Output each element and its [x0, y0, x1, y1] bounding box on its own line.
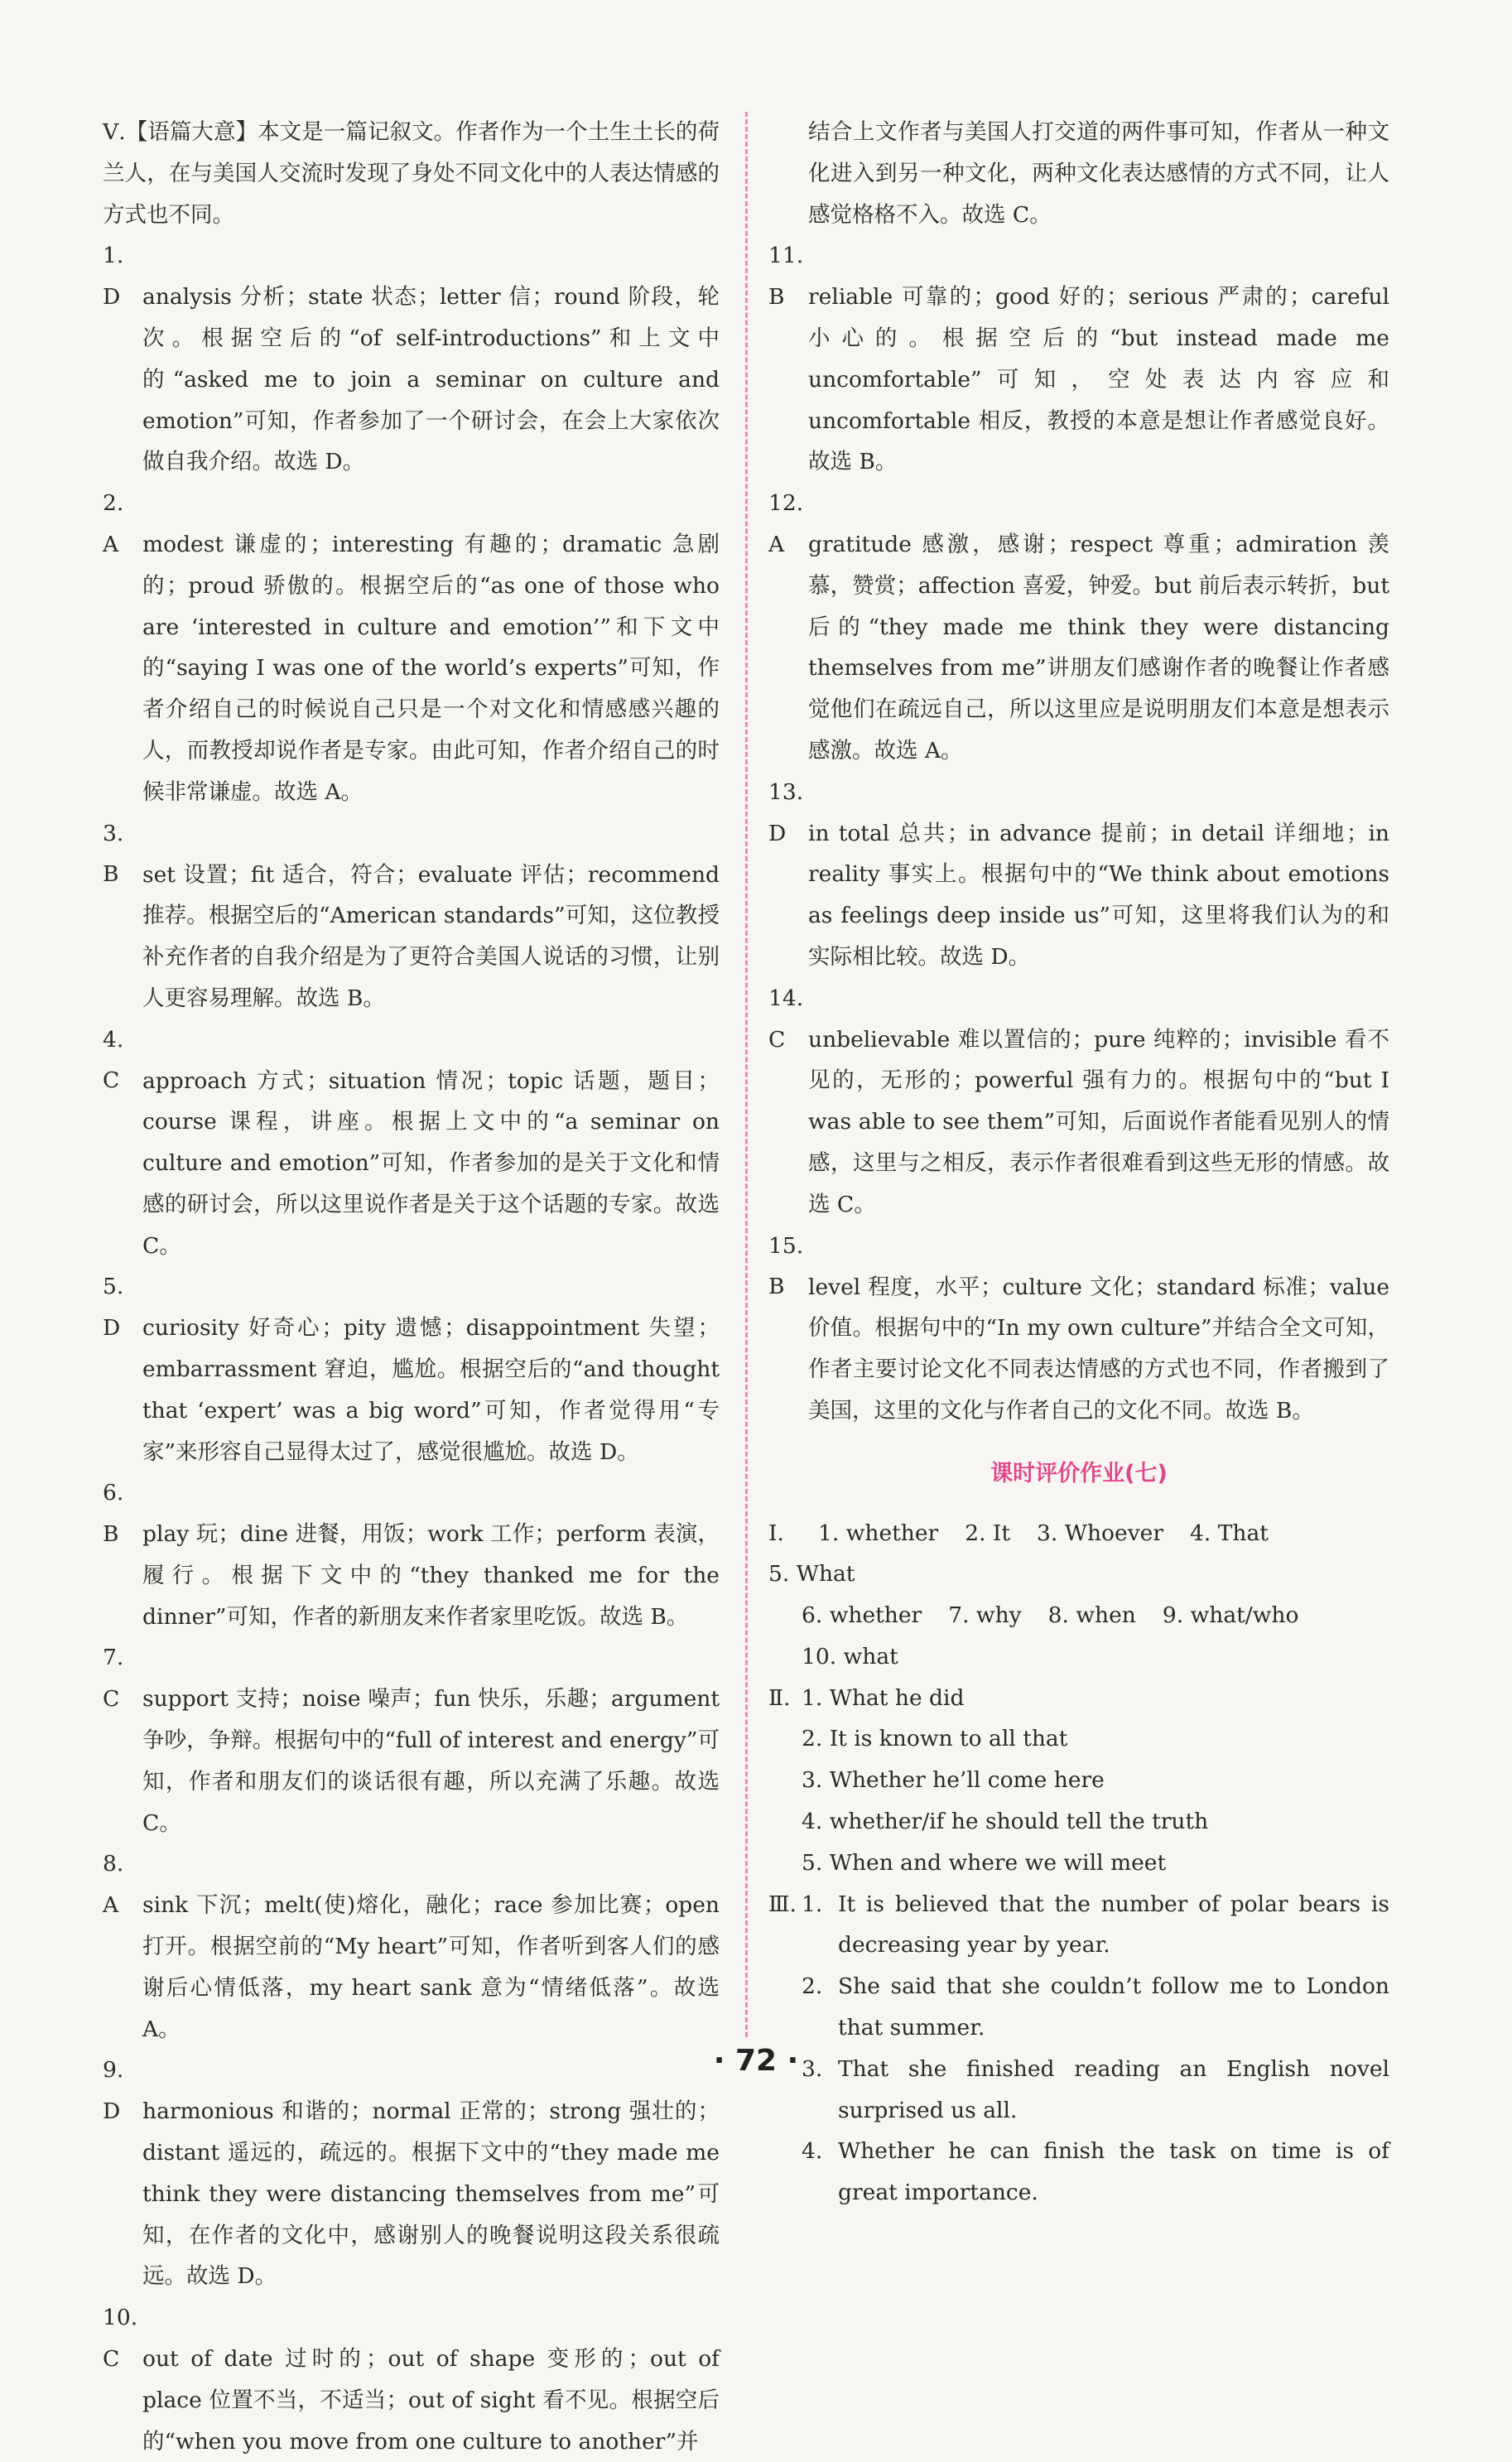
part-1-label: Ⅰ.	[768, 1520, 784, 1546]
part-3-number: 2.	[802, 1973, 823, 2000]
right-answer-list	[768, 235, 1389, 1431]
answer-item	[768, 483, 1389, 772]
answer-number: 6. B	[103, 1480, 124, 1548]
fill-answer: 3. Whoever	[1037, 1520, 1164, 1546]
fill-answer: 5. What	[768, 1561, 855, 1588]
part-2-answer: 2. It is known to all that	[802, 1726, 1068, 1752]
part-1-row-2	[768, 1595, 1389, 1636]
answer-item	[103, 1266, 720, 1472]
answer-explanation: unbelievable 难以置信的；pure 纯粹的；invisible 看不见的，无形的；powerful 强有力的。根据句中的“but I was able to see them”可知，后面说作者能看见别人的情感，这里与之相反，表示作者很难看到这些无形的情感。故选 C。	[808, 1026, 1389, 1217]
answer-item	[103, 2297, 720, 2462]
answer-number: 15. B	[768, 1232, 804, 1300]
answer-number: 4. C	[103, 1026, 124, 1094]
answer-number: 14. C	[768, 985, 804, 1053]
part-2-answer: 4. whether/if he should tell the truth	[802, 1809, 1209, 1835]
page-number: · 72 ·	[713, 2044, 799, 2078]
answer-explanation: play 玩；dine 进餐，用饭；work 工作；perform 表演，履行。根据下文中的“they thanked me for the dinner”可知，作者的新朋友来作者家里吃饭。故选 B。	[142, 1521, 720, 1630]
part-3-item	[768, 1966, 1389, 2049]
fill-answer: 6. whether	[802, 1602, 922, 1629]
part-3-sentence: That she finished reading an English novel surprised us all.	[838, 2055, 1389, 2123]
answer-explanation: out of date 过时的；out of shape 变形的；out of place 位置不当，不适当；out of sight 看不见。根据空后的“when you move from one culture to another”并	[142, 2346, 720, 2455]
answer-explanation: approach 方式；situation 情况；topic 话题，题目；course 课程，讲座。根据上文中的“a seminar on culture and emotion”可知，作者参加的是关于文化和情感的研讨会，所以这里说作者是关于这个话题的专家。故选 C。	[142, 1067, 720, 1259]
part-1-row-3	[768, 1636, 1389, 1678]
fill-answer: 10. what	[802, 1643, 898, 1669]
part-3-item	[768, 1884, 1389, 1967]
fill-answer: 1. whether	[818, 1520, 939, 1546]
answer-number: 1. D	[103, 243, 124, 311]
answer-number: 5. D	[103, 1274, 124, 1342]
answer-number: 3. B	[103, 820, 124, 888]
part-2-label: Ⅱ.	[768, 1684, 791, 1711]
answer-explanation: sink 下沉；melt(使)熔化，融化；race 参加比赛；open 打开。根据空前的“My heart”可知，作者听到客人们的感谢后心情低落，my heart sank 意为“情绪低落”。故选 A。	[142, 1892, 720, 2042]
answer-explanation: reliable 可靠的；good 好的；serious 严肃的；careful 小心的。根据空后的“but instead made me uncomfortable”可知，空处表达内容应和 uncomfortable 相反，教授的本意是想让作者感觉良好。故选 B。	[808, 284, 1389, 475]
part-3-number: 3.	[802, 2055, 823, 2082]
answer-explanation: support 支持；noise 噪声；fun 快乐，乐趣；argument 争吵，争辩。根据句中的“full of interest and energy”可知，作者和朋友们的谈话很有趣，所以充满了乐趣。故选 C。	[142, 1686, 720, 1836]
part-2-line	[768, 1760, 1389, 1801]
answer-item	[768, 235, 1389, 483]
fill-answer: 8. when	[1047, 1602, 1136, 1629]
part-3-sentence: She said that she couldn’t follow me to London that summer.	[838, 1973, 1389, 2041]
answer-number: 8. A	[103, 1851, 124, 1919]
answer-explanation: modest 谦虚的；interesting 有趣的；dramatic 急剧的；proud 骄傲的。根据空后的“as one of those who are ‘interested in culture and emotion’”和下文中的“saying I was one of the world’s experts”可知，作者介绍自己的时候说自己只是一个对文化和情感感兴趣的人，而教授却说作者是专家。由此可知，作者介绍自己的时候非常谦虚。故选 A。	[142, 531, 720, 805]
part-2-line	[768, 1718, 1389, 1760]
fill-answer: 4. That	[1190, 1520, 1269, 1546]
answer-item	[768, 978, 1389, 1226]
column-divider	[745, 112, 748, 2037]
part-2-line	[768, 1678, 1389, 1719]
part-3-item	[768, 2131, 1389, 2214]
answer-number: 10. C	[103, 2305, 138, 2373]
answer-item	[103, 235, 720, 483]
answer-item	[103, 813, 720, 1019]
left-column	[103, 112, 720, 2462]
answer-item	[768, 772, 1389, 978]
answer-item	[768, 1226, 1389, 1432]
left-answer-list	[103, 235, 720, 2462]
continued-explanation: 结合上文作者与美国人打交道的两件事可知，作者从一种文化进入到另一种文化，两种文化表达感情的方式不同，让人感觉格格不入。故选 C。	[808, 119, 1389, 228]
answer-explanation: level 程度，水平；culture 文化；standard 标准；value 价值。根据句中的“In my own culture”并结合全文可知，作者主要讨论文化不同表达情感的方式也不同，作者搬到了美国，这里的文化与作者自己的文化不同。故选 B。	[808, 1274, 1389, 1424]
part-2-line	[768, 1843, 1389, 1884]
part-3-label: Ⅲ.	[768, 1891, 797, 1917]
fill-answer: 2. It	[965, 1520, 1011, 1546]
answer-item	[103, 1843, 720, 2050]
part-3-sentence: It is believed that the number of polar bears is decreasing year by year.	[838, 1891, 1389, 1959]
answer-number: 12. A	[768, 490, 804, 557]
part-2-answer: 3. Whether he’ll come here	[802, 1767, 1105, 1794]
answer-item	[103, 1472, 720, 1637]
part-2-answer: 1. What he did	[802, 1684, 965, 1711]
part-2-section	[768, 1678, 1389, 1884]
part-2-answer: 5. When and where we will meet	[802, 1849, 1167, 1876]
fill-answer: 9. what/who	[1162, 1602, 1299, 1629]
part-3-number: 4.	[802, 2138, 823, 2165]
answer-explanation: curiosity 好奇心；pity 遗憾；disappointment 失望；embarrassment 窘迫，尴尬。根据空后的“and thought that ‘expert’ was a big word”可知，作者觉得用“专家”来形容自己显得太过了，感觉很尴尬。故选 D。	[142, 1315, 720, 1465]
part-3-number: 1.	[802, 1891, 823, 1917]
fill-answer: 7. why	[948, 1602, 1022, 1629]
answer-item	[103, 483, 720, 812]
answer-item	[103, 1637, 720, 1843]
answer-number: 9. D	[103, 2057, 124, 2125]
part-2-line	[768, 1801, 1389, 1843]
answer-number: 11. B	[768, 243, 804, 311]
answer-explanation: in total 总共；in advance 提前；in detail 详细地；in reality 事实上。根据句中的“We think about emotions as feelings deep inside us”可知，这里将我们认为的和实际相比较。故选 D。	[808, 820, 1389, 970]
answer-explanation: set 设置；fit 适合，符合；evaluate 评估；recommend 推荐。根据空后的“American standards”可知，这位教授补充作者的自我介绍是为了更符合美国人说话的习惯，让别人更容易理解。故选 B。	[142, 861, 720, 1011]
right-column	[768, 112, 1389, 2214]
part-3-sentence: Whether he can finish the task on time is of great importance.	[838, 2138, 1389, 2206]
answer-number: 7. C	[103, 1645, 124, 1713]
passage-summary: Ⅴ.【语篇大意】本文是一篇记叙文。作者作为一个土生土长的荷兰人，在与美国人交流时发现了身处不同文化中的人表达情感的方式也不同。	[103, 119, 720, 228]
answer-number: 13. D	[768, 778, 804, 846]
answer-explanation: harmonious 和谐的；normal 正常的；strong 强壮的；distant 遥远的，疏远的。根据下文中的“they made me think they were distancing themselves from me”可知，在作者的文化中，感谢别人的晚餐说明这段关系很疏远。故选 D。	[142, 2098, 720, 2290]
answer-item	[103, 1019, 720, 1267]
answer-item	[103, 2050, 720, 2297]
answer-explanation: analysis 分析；state 状态；letter 信；round 阶段，轮次。根据空后的“of self-introductions”和上文中的“asked me to join a seminar on culture and emotion”可知，作者参加了一个研讨会，在会上大家依次做自我介绍。故选 D。	[142, 284, 720, 475]
answer-explanation: gratitude 感激，感谢；respect 尊重；admiration 羡慕，赞赏；affection 喜爱，钟爱。but 前后表示转折，but 后的“they made me think they were distancing themselves from me”讲朋友们感谢作者的晚餐让作者感觉他们在疏远自己，所以这里应是说明朋友们本意是想表示感激。故选 A。	[808, 531, 1389, 764]
answer-number: 2. A	[103, 490, 124, 557]
section-title: 课时评价作业(七)	[990, 1460, 1168, 1486]
part-1-section	[768, 1513, 1389, 1678]
part-1-row-1	[768, 1513, 1389, 1596]
